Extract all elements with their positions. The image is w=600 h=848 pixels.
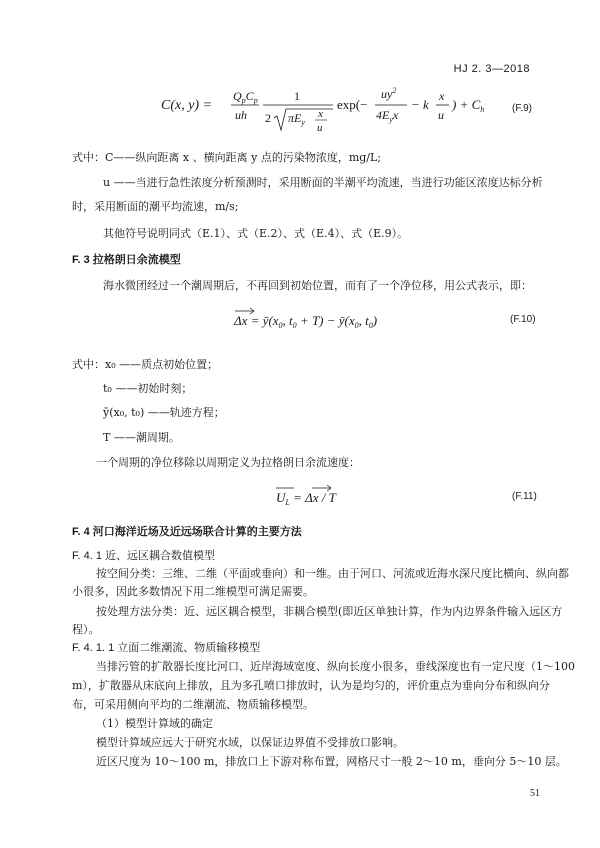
para-f41-1b: 小很多，因此多数情况下用二维模型可满足需要。 <box>72 585 314 598</box>
para-f10-1: 式中：x₀ ——质点初始位置； <box>72 358 219 371</box>
eq-f9-frac2-den-two: 2 <box>265 111 271 125</box>
equation-f9 <box>155 78 535 136</box>
equation-f10-svg <box>220 305 400 333</box>
eq-f9-exp-den: $4E_yx$ <box>376 108 399 124</box>
eq-f9-number: (F.9) <box>512 103 532 114</box>
eq-f10-number: (F.10) <box>510 314 536 325</box>
eq-f9-lhs: C(x, y) = <box>161 98 213 113</box>
equation-f11 <box>270 482 360 510</box>
para-f10-3: ȳ(x₀, t₀) ——轨迹方程； <box>103 406 225 419</box>
para-f411-1a: 当排污管的扩散器长度比河口、近岸海域宽度、纵向长度小很多，垂线深度也有一定尺度（1～100 <box>96 660 575 673</box>
section-f4-heading: F. 4 河口海洋近场及近远场联合计算的主要方法 <box>72 526 302 538</box>
para-f411-1c: 布，可采用侧向平均的二维潮流、物质输移模型。 <box>72 698 314 711</box>
para-f10-4: T ——潮周期。 <box>103 431 180 444</box>
eq-f9-frac1-num: $Q_pC_p$ <box>233 89 258 105</box>
eq-f9-exp: exp(− <box>337 97 368 112</box>
eq-f9-xu-u: u <box>317 122 323 134</box>
eq-f11-text: $U_L = \Delta x / T$ <box>276 490 336 507</box>
para-f41-2b: 程）。 <box>72 623 100 636</box>
para-f3-1: 海水微团经过一个潮周期后，不再回到初始位置，而有了一个净位移，用公式表示，即： <box>103 279 532 292</box>
para-f9-3: 其他符号说明同式（E.1）、式（E.2）、式（E.4）、式（E.9）。 <box>103 227 409 240</box>
equation-f9-svg <box>155 78 535 136</box>
para-f411-1b: m），扩散器从床底向上排放，且为多孔喷口排放时，认为是均匀的，评价重点为垂向分布和纵向分 <box>72 679 550 692</box>
eq-f9-frac1-den: uh <box>235 108 247 122</box>
eq-f9-xu2-x: x <box>439 89 445 103</box>
eq-f9-minus-k: − k <box>411 97 429 112</box>
standard-code: HJ 2. 3—2018 <box>453 63 530 75</box>
eq-f9-frac2-num: 1 <box>294 89 300 103</box>
page-number: 51 <box>530 788 540 799</box>
para-f9-2a: u ——当进行急性浓度分析预测时，采用断面的半潮平均流速，当进行功能区浓度达标分析 <box>103 176 543 189</box>
eq-f9-tail: ) + $C_h$ <box>452 97 485 114</box>
para-f411-2: （1）模型计算域的确定 <box>96 717 213 730</box>
para-f9-1: 式中：C——纵向距离 x 、横向距离 y 点的污染物浓度，mg/L; <box>72 151 382 164</box>
eq-f9-xu-x: x <box>318 108 323 120</box>
equation-f11-svg <box>270 482 360 510</box>
eq-f11-number: (F.11) <box>512 491 537 502</box>
eq-f9-exp-num: $uy^2$ <box>381 86 397 101</box>
eq-f9-frac2-den-root: $\pi E_y$ <box>288 111 305 127</box>
para-f41-1a: 按空间分类：三维、二维（平面或垂向）和一维。由于河口、河流或近海水深尺度比横向、纵向都 <box>96 567 569 580</box>
para-f9-2b: 时，采用断面的潮平均流速，m/s; <box>72 200 239 213</box>
subsection-f41: F. 4. 1 近、远区耦合数值模型 <box>72 550 216 562</box>
eq-f9-xu2-u: u <box>438 108 444 122</box>
section-f3-heading: F. 3 拉格朗日余流模型 <box>72 254 181 266</box>
para-f411-3: 模型计算域应远大于研究水域，以保证边界值不受排放口影响。 <box>96 736 404 749</box>
para-f411-4: 近区尺度为 10～100 m，排放口上下游对称布置，网格尺寸一般 2～10 m，垂向分 5～10 层。 <box>96 755 567 768</box>
para-f10-2: t₀ ——初始时刻； <box>103 382 193 395</box>
eq-f10-text: $\Delta x = ȳ(x_0$, $t_0 + T$) − $ȳ(x_0$, $t_0$) <box>234 313 378 330</box>
para-f10-5: 一个周期的净位移除以周期定义为拉格朗日余流速度： <box>96 456 360 469</box>
para-f41-2a: 按处理方法分类：近、远区耦合模型，非耦合模型(即近区单独计算，作为内边界条件输入远区方 <box>96 605 563 618</box>
subsection-f411: F. 4. 1. 1 立面二维潮流、物质输移模型 <box>72 642 261 654</box>
equation-f10 <box>220 305 400 333</box>
